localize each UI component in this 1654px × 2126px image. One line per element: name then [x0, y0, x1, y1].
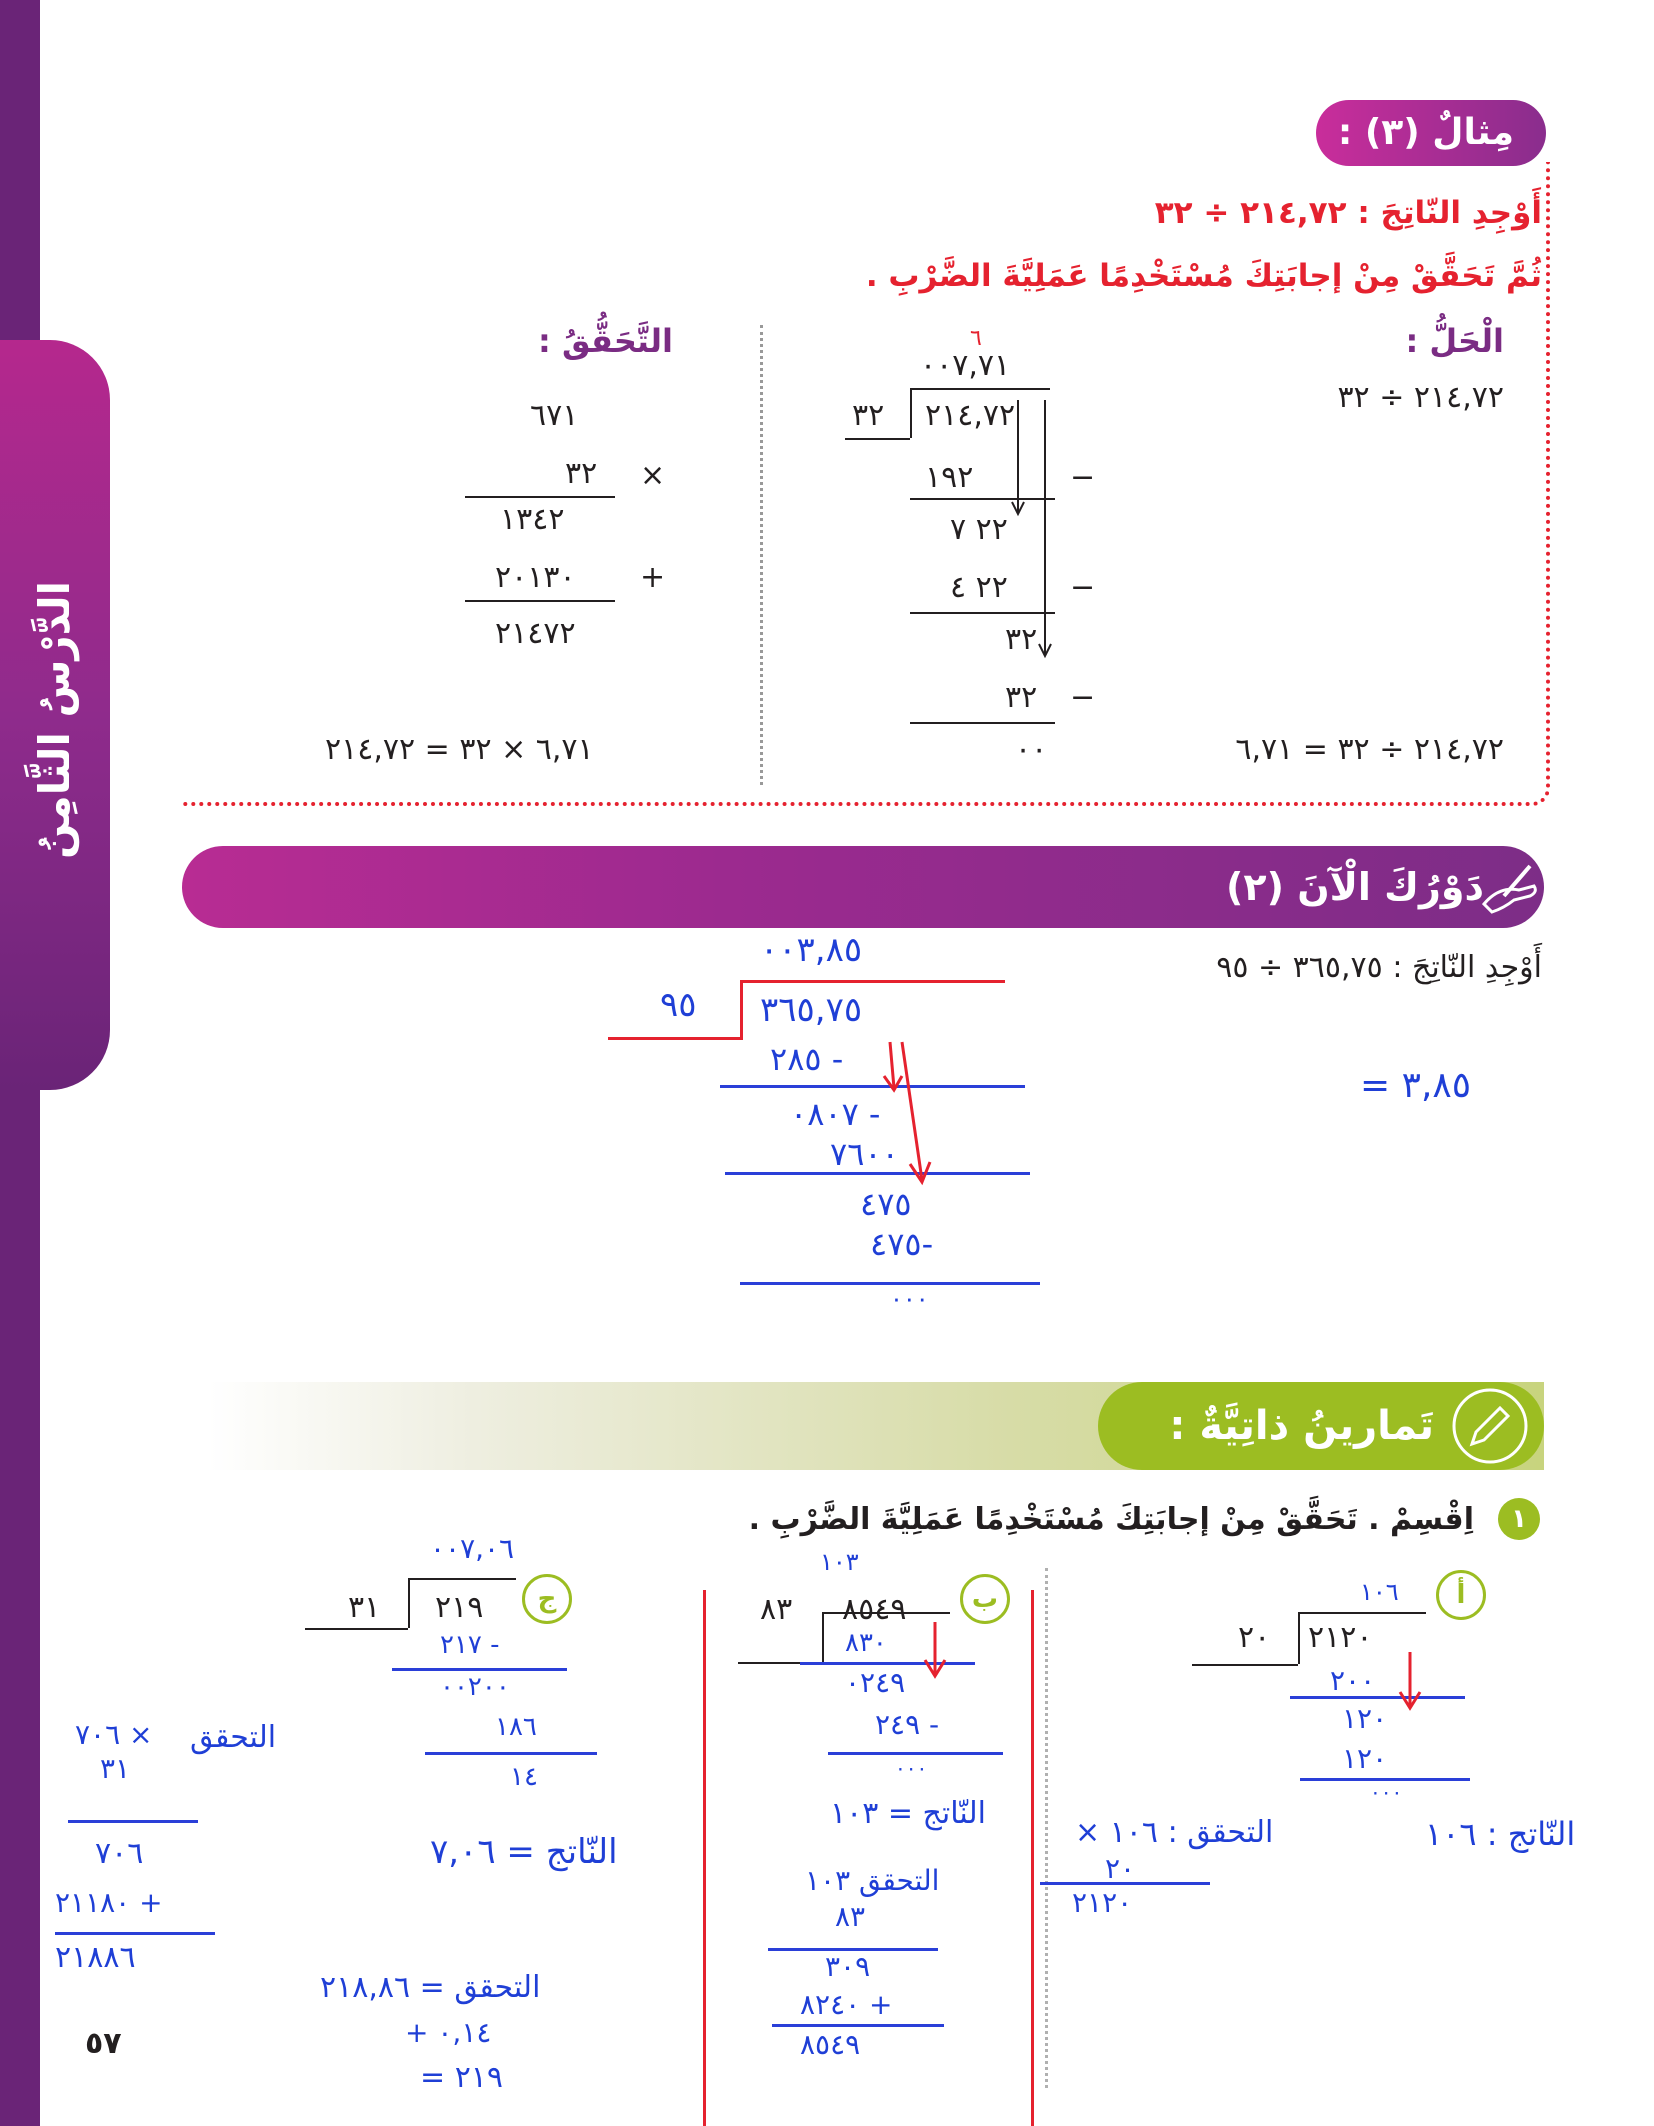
- bring-down-arrows: [1000, 392, 1060, 662]
- hw-check-add-c: + ٠,١٤: [405, 2016, 492, 2049]
- check-label: التَّحَقُّقُ :: [538, 322, 673, 360]
- page-number: ٥٧: [85, 2026, 122, 2061]
- letter-a: أ: [1436, 1570, 1486, 1620]
- hw-rule: [725, 1172, 1030, 1175]
- hw-side-line: ٣١: [100, 1752, 131, 1785]
- hw-side-line: ٢١١٨٠ +: [55, 1886, 163, 1919]
- writing-hand-icon: [1474, 856, 1544, 918]
- letter-c: ج: [522, 1574, 572, 1624]
- divisor-a: ٢٠: [1238, 1620, 1271, 1655]
- margin-line: [1031, 1590, 1034, 2126]
- mult-partial2: ٢٠١٣٠: [495, 560, 576, 595]
- division-step: ٢٢ ٧: [950, 512, 1008, 547]
- hw-step-c: ٢١٧ -: [440, 1630, 500, 1660]
- divisor-underline: [305, 1628, 408, 1630]
- hw-check-p1-b: ٣٠٩: [825, 1950, 871, 1983]
- hw-step: ٢٨٥ -: [770, 1040, 844, 1078]
- hw-rule: [720, 1085, 1025, 1088]
- mult-partial1: ١٣٤٢: [500, 502, 565, 537]
- hw-check-c: التحقق = ٢١٨,٨٦: [320, 1970, 541, 2005]
- division-bracket: [408, 1578, 410, 1628]
- divisor-b: ٨٣: [760, 1592, 793, 1627]
- quotient-correction: ٦: [970, 326, 982, 351]
- lesson-label: الدَّرْسُ الثَّامِنُ: [30, 580, 79, 860]
- division-step: ٠٠: [1015, 732, 1048, 767]
- division-step: ٢٢ ٤: [950, 570, 1008, 605]
- division-step: ١٩٢: [925, 460, 974, 495]
- hw-check-a: التحقق : ١٠٦ ×: [1075, 1815, 1274, 1850]
- solution-result: ٢١٤,٧٢ ÷ ٣٢ = ٦,٧١: [1235, 732, 1504, 767]
- divisor-c: ٣١: [348, 1590, 381, 1625]
- hw-result-b: النّاتج = ١٠٣: [830, 1796, 986, 1831]
- hw-check-factor-b: ٨٣: [835, 1900, 866, 1933]
- check-result: ٦,٧١ × ٣٢ = ٢١٤,٧٢: [325, 732, 594, 767]
- hw-rule: [772, 2024, 944, 2027]
- hw-step: ٠٨٠٧ -: [790, 1095, 881, 1133]
- division-dividend: ٢١٤,٧٢: [925, 398, 1016, 433]
- question-number: ١: [1498, 1498, 1540, 1540]
- hw-side-line: ٧٠٦ ×: [75, 1718, 153, 1751]
- column-divider: [1045, 1568, 1048, 2088]
- hw-rule: [425, 1752, 597, 1755]
- division-step: ٣٢: [1005, 680, 1038, 715]
- division-bar: [910, 388, 1050, 390]
- hw-step-a: ١٢٠: [1342, 1702, 1388, 1735]
- divisor-underline: [845, 438, 910, 440]
- example-task-line2: ثُمَّ تَحَقَّقْ مِنْ إجابَتِكَ مُسْتَخْدِمًا عَمَلِيَّةَ الضَّرْبِ .: [865, 258, 1542, 294]
- letter-b: ب: [960, 1574, 1010, 1624]
- hw-check-p2-b: ٨٢٤٠ +: [800, 1988, 893, 2021]
- hw-bring-down-arrows: [880, 1040, 960, 1190]
- division-rule: [910, 722, 1055, 724]
- hw-step: ٧٦٠٠: [830, 1135, 899, 1173]
- example-badge: مِثالٌ (٣) :: [1316, 100, 1546, 166]
- solution-label: الْحَلُّ :: [1405, 322, 1504, 360]
- hw-step-a: ٠٠٠: [1370, 1780, 1403, 1804]
- division-step: ٣٢: [1005, 622, 1038, 657]
- minus-sign: −: [1070, 570, 1096, 605]
- minus-sign: −: [1070, 460, 1096, 495]
- hw-result-c: النّاتج = ٧,٠٦: [430, 1832, 618, 1872]
- hw-side-line: ٢١٨٨٦: [55, 1940, 136, 1975]
- mult-rule: [465, 496, 615, 498]
- hw-step-b: ٢٤٩ -: [875, 1708, 940, 1741]
- your-turn-title: دَوْرُكَ الْآنَ (٢): [1226, 865, 1484, 909]
- mult-rule: [465, 600, 615, 602]
- hw-check-total-c: = ٢١٩: [420, 2060, 504, 2095]
- divisor-underline: [1192, 1664, 1298, 1666]
- hw-quotient: ٠٠٣,٨٥: [760, 930, 863, 970]
- division-divisor: ٣٢: [852, 398, 885, 433]
- division-quotient: ٠٠٧,٧١: [920, 348, 1011, 383]
- hw-step: ٤٧٥-: [870, 1225, 934, 1263]
- hw-step-a: ١٢٠: [1342, 1742, 1388, 1775]
- dividend-b: ٨٥٤٩: [842, 1592, 907, 1627]
- division-bracket: [1298, 1612, 1300, 1664]
- hw-quotient-c: ٠٠٧,٠٦: [430, 1532, 515, 1565]
- hw-result-a: النّاتج : ١٠٦: [1425, 1815, 1576, 1853]
- dividend-a: ٢١٢٠: [1308, 1620, 1373, 1655]
- hw-step-b: ٨٣٠: [845, 1628, 887, 1658]
- mult-top: ٦٧١: [530, 398, 579, 433]
- hw-rule: [55, 1932, 215, 1935]
- hw-side-check-label: التحقق: [190, 1720, 277, 1755]
- hw-answer: = ٣,٨٥: [1360, 1065, 1472, 1106]
- hw-rule: [828, 1752, 1003, 1755]
- hw-division-bar: [740, 980, 1005, 983]
- exercises-title: تَمارينُ ذاتِيَّةٌ :: [1169, 1403, 1434, 1449]
- mult-total: ٢١٤٧٢: [495, 616, 576, 651]
- hw-arrow-a: [1390, 1650, 1430, 1712]
- hw-step-b: ٠٠٠: [895, 1756, 928, 1780]
- division-bar: [408, 1578, 516, 1580]
- hw-divisor: ٩٥: [660, 985, 697, 1025]
- minus-sign: −: [1070, 680, 1096, 715]
- hw-check-factor-a: ٢٠: [1105, 1852, 1136, 1885]
- plus-sign: +: [640, 560, 666, 595]
- example-divider: [760, 325, 763, 785]
- solution-expression: ٢١٤,٧٢ ÷ ٣٢: [1337, 380, 1504, 415]
- hw-step-c: ١٤: [510, 1762, 538, 1792]
- hw-dividend: ٣٦٥,٧٥: [760, 990, 863, 1030]
- hw-quotient-b: ١٠٣: [820, 1548, 859, 1576]
- mult-factor: ٣٢: [565, 456, 598, 491]
- your-turn-band: [182, 846, 1544, 928]
- division-bar: [1298, 1612, 1426, 1614]
- hw-rule: [68, 1820, 198, 1823]
- question-text: اِقْسِمْ . تَحَقَّقْ مِنْ إجابَتِكَ مُسْتَخْدِمًا عَمَلِيَّةَ الضَّرْبِ .: [748, 1502, 1474, 1537]
- your-turn-task: أَوْجِدِ النّاتِجَ : ٣٦٥,٧٥ ÷ ٩٥: [1216, 950, 1542, 985]
- hw-division-bracket: [740, 980, 743, 1040]
- margin-line: [703, 1590, 706, 2126]
- hw-step-b: ٠٢٤٩: [845, 1666, 906, 1699]
- hw-rule: [392, 1668, 567, 1671]
- hw-divisor-underline: [608, 1037, 743, 1040]
- hw-check-total-b: ٨٥٤٩: [800, 2028, 861, 2061]
- hw-step-c: ٠٠٢٠٠: [440, 1672, 510, 1702]
- hw-side-line: ٧٠٦: [95, 1836, 144, 1871]
- pencil-icon: [1450, 1386, 1530, 1466]
- division-bracket: [822, 1612, 824, 1662]
- hw-quotient-a: ١٠٦: [1360, 1578, 1399, 1606]
- hw-step-a: ٢٠٠: [1330, 1664, 1376, 1697]
- hw-check-total-a: ٢١٢٠: [1072, 1886, 1133, 1919]
- hw-step: ٤٧٥: [860, 1185, 912, 1223]
- division-bracket: [910, 388, 912, 438]
- hw-arrow-b: [915, 1620, 955, 1680]
- hw-step-c: ١٨٦: [495, 1712, 537, 1742]
- hw-step: ٠٠٠: [890, 1285, 929, 1313]
- hw-rule: [1040, 1882, 1210, 1885]
- times-sign: ×: [640, 458, 666, 493]
- dividend-c: ٢١٩: [435, 1590, 484, 1625]
- hw-check-b: التحقق ١٠٣: [805, 1864, 940, 1897]
- example-task-line1: أَوْجِدِ النّاتِجَ : ٢١٤,٧٢ ÷ ٣٢: [1154, 195, 1542, 231]
- hw-rule: [1290, 1696, 1465, 1699]
